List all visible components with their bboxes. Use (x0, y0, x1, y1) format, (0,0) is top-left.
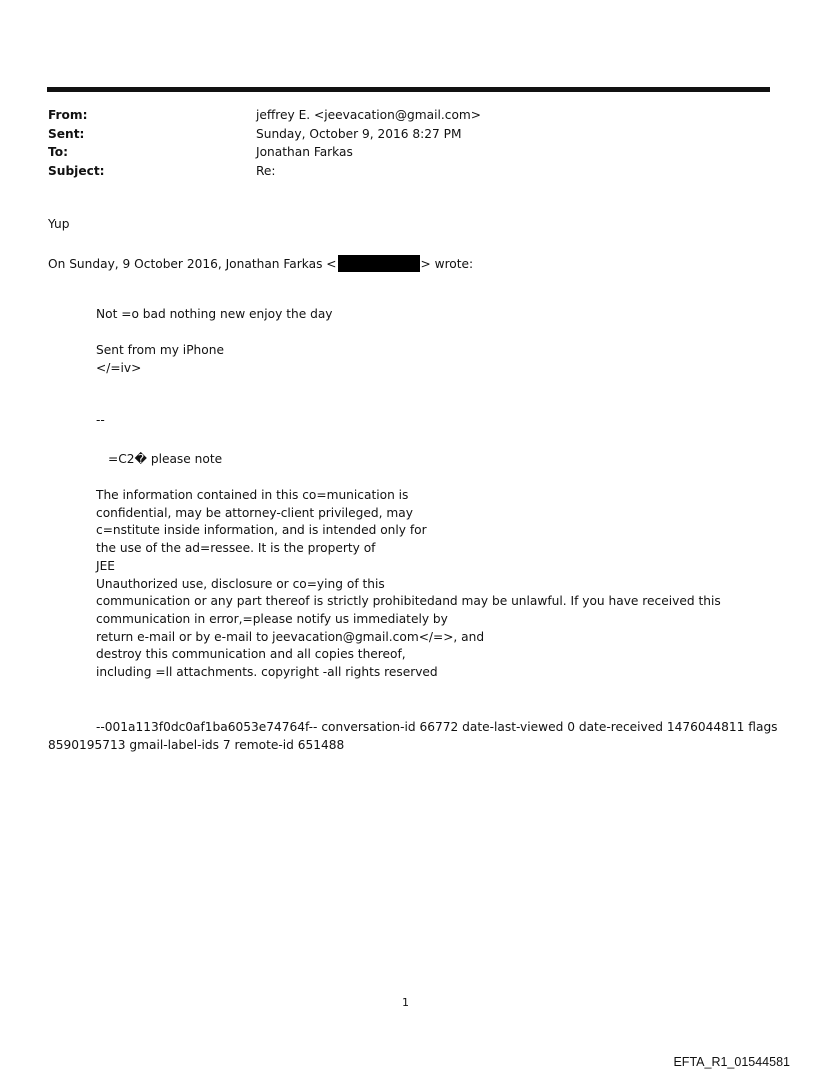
from-label: From: (48, 108, 88, 122)
disclaimer-line: destroy this communication and all copies thereof, (96, 647, 406, 662)
header-divider (47, 87, 770, 92)
disclaimer-line: return e-mail or by e-mail to jeevacation@gmail.com</=>, and (96, 629, 485, 644)
disclaimer-line: c=nstitute inside information, and is intended only for (96, 523, 427, 538)
quote-intro-start: On Sunday, 9 October 2016, Jonathan Farkas < (48, 257, 337, 271)
quote-intro (48, 255, 473, 274)
disclaimer-line: communication or any part thereof is strictly prohibitedand may be unlawful. If you have received this (96, 594, 721, 609)
email-header (48, 107, 481, 181)
to-value: Jonathan Farkas (256, 145, 353, 160)
disclaimer-line: confidential, may be attorney-client privileged, may (96, 505, 413, 520)
sent-value: Sunday, October 9, 2016 8:27 PM (256, 126, 462, 141)
sent-label: Sent: (48, 126, 85, 141)
disclaimer-block (96, 487, 721, 682)
bates-number: EFTA_R1_01544581 (673, 1055, 790, 1069)
signature-line: Sent from my iPhone (96, 343, 224, 357)
subject-value: Re: (256, 163, 276, 178)
disclaimer-line: the use of the ad=ressee. It is the property of (96, 541, 376, 556)
from-row (48, 107, 481, 126)
to-label: To: (48, 145, 68, 160)
metadata-line-first: --001a113f0dc0af1ba6053e74764f-- conversation-id 66772 date-last-viewed 0 date-received 1476044811 flags (96, 720, 778, 734)
quote-intro-end: > wrote: (420, 257, 474, 271)
please-note-line: =C2� please note (108, 452, 223, 466)
quoted-message: Not =o bad nothing new enjoy the day (96, 307, 333, 321)
from-value: jeffrey E. <jeevacation@gmail.com> (256, 108, 481, 122)
reply-text: Yup (48, 217, 70, 231)
to-row (48, 144, 481, 163)
redaction-box (338, 255, 420, 272)
sent-row (48, 126, 481, 145)
separator-line: -- (96, 413, 105, 427)
html-tag-line: </=iv> (96, 361, 142, 375)
disclaimer-line: including =ll attachments. copyright -all rights reserved (96, 665, 438, 680)
disclaimer-line: JEE (96, 558, 115, 573)
subject-row (48, 163, 481, 182)
disclaimer-line: Unauthorized use, disclosure or co=ying of this (96, 576, 385, 591)
disclaimer-line: communication in error,=please notify us immediately by (96, 611, 448, 626)
disclaimer-line: The information contained in this co=munication is (96, 488, 409, 502)
metadata-line-second: 8590195713 gmail-label-ids 7 remote-id 651488 (48, 737, 345, 752)
subject-label: Subject: (48, 163, 105, 178)
metadata-block (48, 719, 778, 754)
page-number: 1 (402, 996, 409, 1009)
